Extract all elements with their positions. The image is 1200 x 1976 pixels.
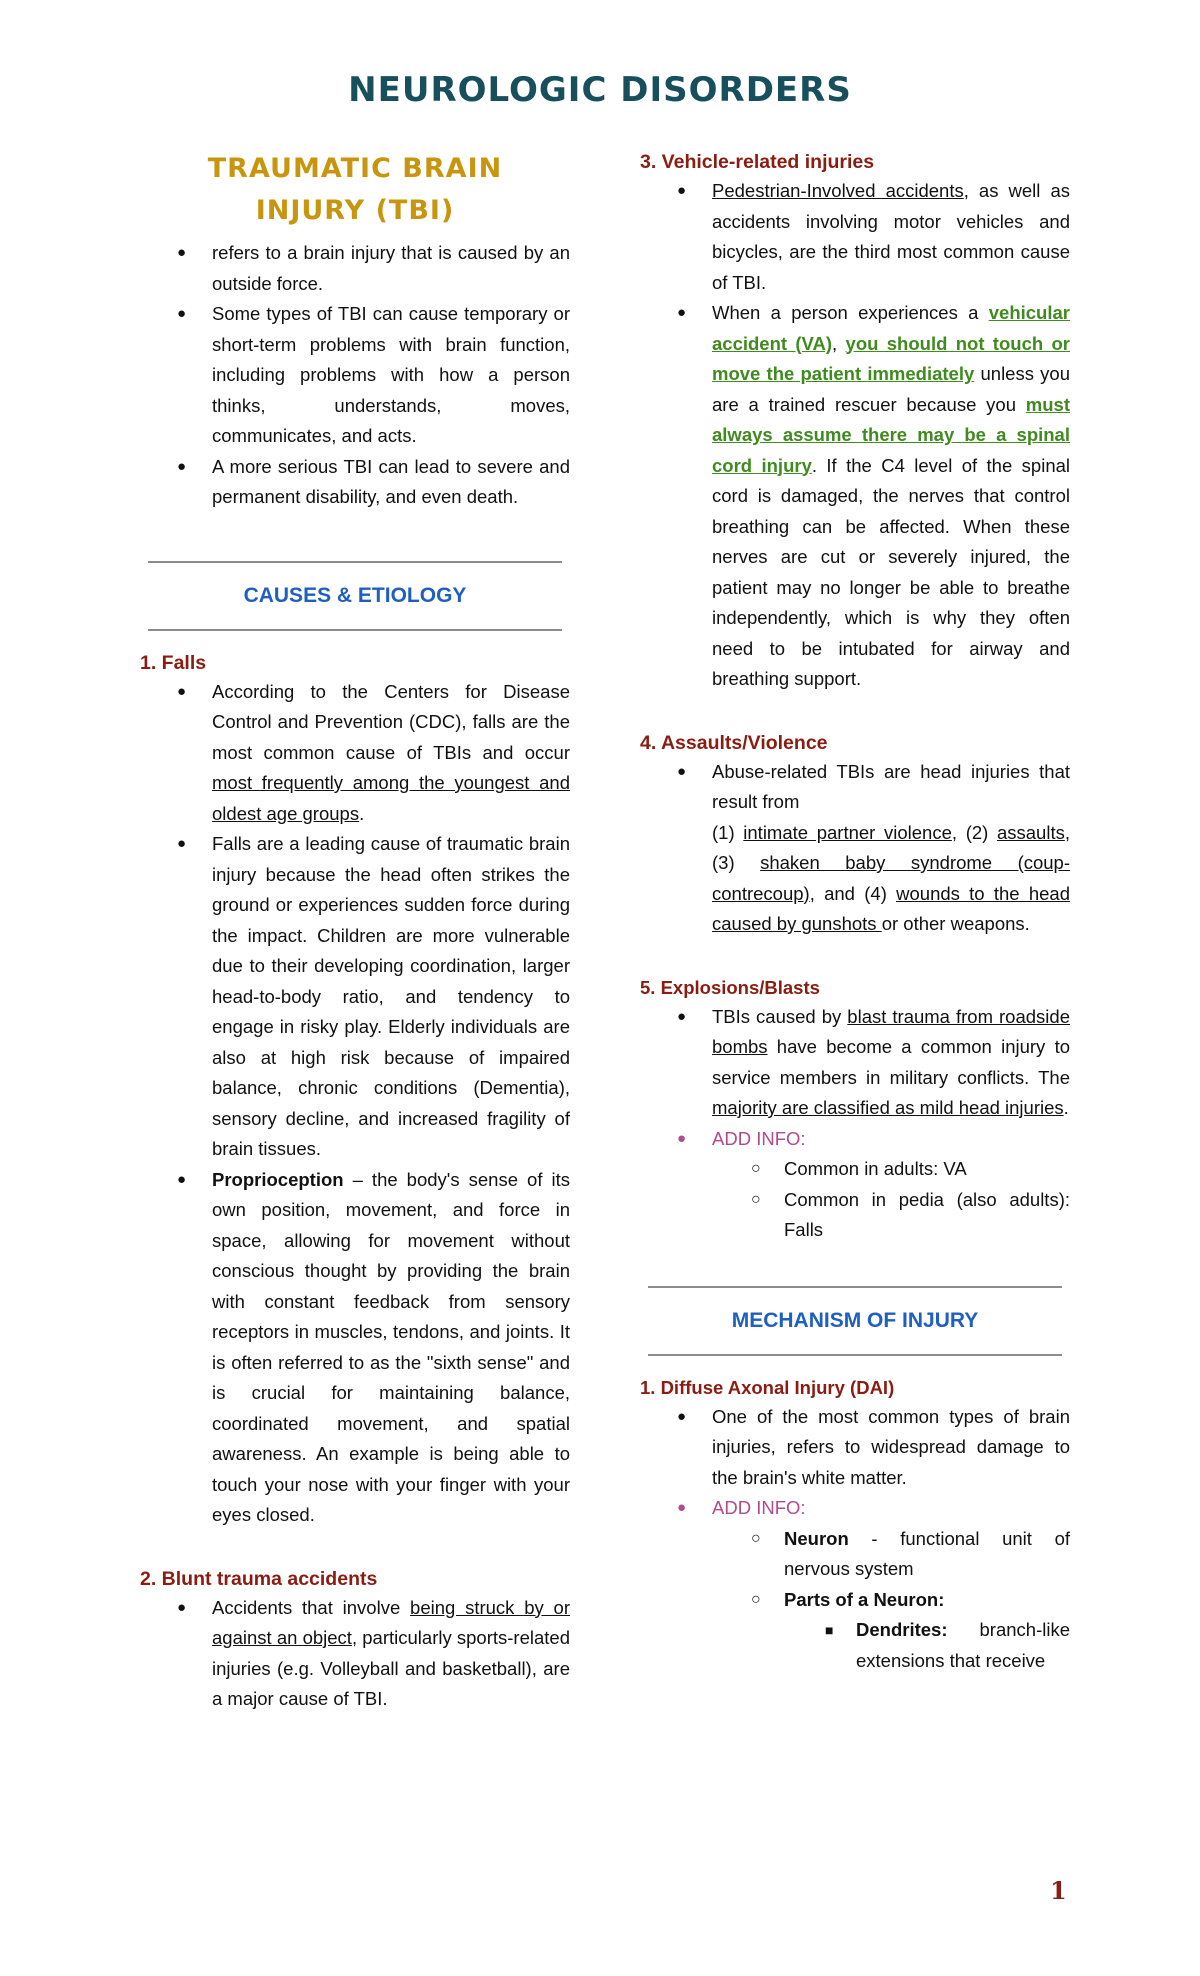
add-info-list bbox=[640, 1124, 1070, 1246]
causes-section-header bbox=[140, 561, 570, 631]
list-item bbox=[751, 1185, 1070, 1246]
bold-term: Neuron bbox=[784, 1527, 849, 1549]
bullet-icon: ● bbox=[177, 457, 187, 475]
circle-bullet-icon: ○ bbox=[751, 1529, 761, 1547]
page-number: 1 bbox=[1050, 1876, 1067, 1905]
assault-bullet-list bbox=[640, 757, 1070, 940]
list-item bbox=[825, 1615, 1070, 1676]
text-run: , as well as accidents involving motor vehicles and bicycles, are the third most common cause of TBI. bbox=[712, 180, 1070, 293]
underlined-text: Pedestrian-Involved accidents bbox=[712, 180, 964, 201]
text-run: , (2) bbox=[951, 821, 997, 843]
highlighted-text: you should not touch or move the patient immediately bbox=[712, 332, 1070, 384]
list-item-text: One of the most common types of brain injuries, refers to widespread damage to the brain's white matter. bbox=[712, 1405, 1070, 1488]
bullet-icon: ● bbox=[677, 1129, 687, 1147]
divider bbox=[648, 1354, 1062, 1356]
bullet-icon: ● bbox=[177, 1170, 187, 1188]
list-item-text: Common in adults: VA bbox=[784, 1158, 967, 1179]
list-item bbox=[751, 1585, 1070, 1677]
underlined-text: most frequently among the youngest and oldest age groups bbox=[212, 772, 570, 824]
bullet-icon: ● bbox=[177, 1598, 187, 1616]
list-item bbox=[177, 677, 570, 830]
bullet-icon: ● bbox=[177, 835, 187, 852]
text-run: unless you are a trained rescuer because you bbox=[712, 363, 1070, 415]
list-item bbox=[677, 1002, 1070, 1124]
text-run: - functional unit of nervous system bbox=[784, 1527, 1070, 1579]
blunt-bullet-list bbox=[140, 1593, 570, 1715]
add-info-sublist bbox=[712, 1154, 1070, 1246]
page-title: NEUROLOGIC DISORDERS bbox=[348, 70, 852, 110]
bold-term: Dendrites: bbox=[856, 1619, 948, 1640]
right-column bbox=[640, 148, 1070, 1676]
falls-heading: 1. Falls bbox=[140, 651, 207, 674]
text-run: (1) bbox=[712, 821, 744, 843]
tbi-heading-line2: INJURY (TBI) bbox=[255, 195, 455, 226]
add-info-list bbox=[640, 1493, 1070, 1676]
tbi-heading-line1: TRAUMATIC BRAIN bbox=[207, 153, 503, 184]
bold-term: Parts of a Neuron: bbox=[784, 1588, 945, 1610]
text-run: have become a common injury to service members in military conflicts. The bbox=[712, 1036, 1070, 1088]
list-item-text: Some types of TBI can cause temporary or short-term problems with brain function, including problems with how a person thinks, understands, moves, communicates, and acts. bbox=[212, 303, 570, 446]
list-item bbox=[177, 299, 570, 452]
text-run: When a person experiences a bbox=[712, 302, 989, 323]
text-run: TBIs caused by bbox=[712, 1005, 848, 1027]
list-item bbox=[751, 1154, 1070, 1185]
list-item-text: Falls are a leading cause of traumatic brain injury because the head often strikes the ground or experiences sudden force during the impact. Children are more vulnerable due to their developing coordination, larger head-to-body ratio, and tendency to engage in risky play. Elderly individuals are also at high risk because of impaired balance, chronic conditions (Dementia), sensory decline, and increased fragility of brain tissues. bbox=[212, 833, 570, 1159]
bullet-icon: ● bbox=[677, 1499, 687, 1516]
square-bullet-icon: ■ bbox=[825, 1622, 834, 1638]
list-item bbox=[677, 1493, 1070, 1676]
bullet-icon: ● bbox=[677, 762, 687, 780]
blast-bullet-list bbox=[640, 1002, 1070, 1124]
list-item bbox=[677, 1124, 1070, 1246]
divider bbox=[148, 629, 562, 631]
highlighted-text: must always assume there may be a spinal cord injury bbox=[712, 393, 1070, 476]
underlined-text: shaken baby syndrome (coup-contrecoup) bbox=[712, 852, 1071, 904]
circle-bullet-icon: ○ bbox=[751, 1190, 761, 1208]
text-run: Abuse-related TBIs are head injuries that result from bbox=[712, 760, 1070, 812]
list-item-text: refers to a brain injury that is caused by an outside force. bbox=[212, 242, 570, 294]
text-run: , (3) bbox=[712, 821, 1070, 873]
list-item bbox=[677, 1402, 1070, 1494]
text-run: , and (4) bbox=[809, 882, 897, 904]
bullet-icon: ● bbox=[677, 182, 687, 199]
underlined-text: majority are classified as mild head injuries bbox=[712, 1097, 1064, 1118]
underlined-text: assaults bbox=[996, 821, 1065, 843]
underlined-text: blast trauma from roadside bombs bbox=[712, 1005, 1070, 1057]
blunt-heading: 2. Blunt trauma accidents bbox=[140, 1567, 378, 1590]
causes-title: CAUSES & ETIOLOGY bbox=[243, 583, 467, 607]
dai-bullet-list bbox=[640, 1402, 1070, 1494]
tbi-heading bbox=[140, 148, 570, 232]
mechanism-section-header bbox=[640, 1286, 1070, 1356]
vehicle-bullet-list bbox=[640, 176, 1070, 695]
bullet-icon: ● bbox=[677, 304, 687, 321]
left-column bbox=[140, 148, 570, 1715]
add-info-sublist bbox=[712, 1524, 1070, 1677]
text-run: , particularly sports-related injuries (e.g. Volleyball and basketball), are a major cause of TBI. bbox=[212, 1627, 570, 1709]
bullet-icon: ● bbox=[177, 244, 187, 261]
list-item bbox=[677, 757, 1071, 940]
text-run: Accidents that involve bbox=[212, 1596, 411, 1618]
text-run: According to the Centers for Disease Control and Prevention (CDC), falls are the most common cause of TBIs and occur bbox=[212, 680, 570, 763]
circle-bullet-icon: ○ bbox=[751, 1160, 761, 1177]
underlined-text: being struck by or against an object bbox=[212, 1596, 570, 1648]
blast-heading: 5. Explosions/Blasts bbox=[640, 976, 820, 998]
text-run: , bbox=[832, 332, 846, 354]
list-item bbox=[751, 1524, 1070, 1585]
text-run: . If the C4 level of the spinal cord is damaged, the nerves that control breathing can be affected. When these nerves are cut or severely injured, the patient may no longer be able to breathe independently, which is why they often need to be intubated for airway and breathing support. bbox=[712, 454, 1071, 689]
underlined-text: intimate partner violence bbox=[743, 821, 952, 843]
text-run: branch-like extensions that receive bbox=[856, 1619, 1070, 1671]
tbi-bullet-list bbox=[140, 238, 570, 513]
assault-heading: 4. Assaults/Violence bbox=[640, 731, 828, 754]
falls-bullet-list bbox=[140, 677, 570, 1531]
underlined-text: wounds to the head caused by gunshots bbox=[712, 882, 1070, 934]
list-item bbox=[177, 1593, 570, 1715]
list-item bbox=[677, 298, 1071, 695]
text-run: . bbox=[359, 802, 365, 824]
list-item bbox=[177, 238, 570, 299]
bullet-icon: ● bbox=[177, 682, 187, 700]
text-run: . bbox=[1063, 1097, 1069, 1118]
bold-term: Proprioception bbox=[212, 1168, 344, 1190]
list-item bbox=[177, 452, 570, 513]
bullet-icon: ● bbox=[677, 1407, 687, 1425]
text-run: or other weapons. bbox=[881, 913, 1030, 934]
mechanism-title: MECHANISM OF INJURY bbox=[731, 1308, 979, 1332]
highlighted-text: vehicular accident (VA) bbox=[712, 302, 1070, 354]
list-item bbox=[177, 1165, 570, 1531]
bullet-icon: ● bbox=[177, 305, 187, 322]
add-info-label: ADD INFO: bbox=[712, 1497, 806, 1518]
list-item bbox=[677, 176, 1070, 298]
vehicle-heading: 3. Vehicle-related injuries bbox=[640, 151, 875, 173]
list-item-text: A more serious TBI can lead to severe and permanent disability, and even death. bbox=[212, 455, 570, 507]
neuron-parts-list bbox=[784, 1615, 1070, 1676]
list-item bbox=[177, 829, 570, 1165]
bullet-icon: ● bbox=[677, 1007, 687, 1025]
circle-bullet-icon: ○ bbox=[751, 1590, 761, 1608]
add-info-label: ADD INFO: bbox=[712, 1127, 806, 1149]
list-item-text: Common in pedia (also adults): Falls bbox=[784, 1188, 1070, 1240]
text-run: – the body's sense of its own position, movement, and force in space, allowing for movement without conscious thought by providing the brain with constant feedback from sensory receptors in muscles, tendons, and joints. It is often referred to as the "sixth sense" and is crucial for maintaining balance, coordinated movement, and spatial awareness. An example is being able to touch your nose with your finger with your eyes closed. bbox=[212, 1168, 570, 1525]
dai-heading: 1. Diffuse Axonal Injury (DAI) bbox=[640, 1376, 895, 1398]
